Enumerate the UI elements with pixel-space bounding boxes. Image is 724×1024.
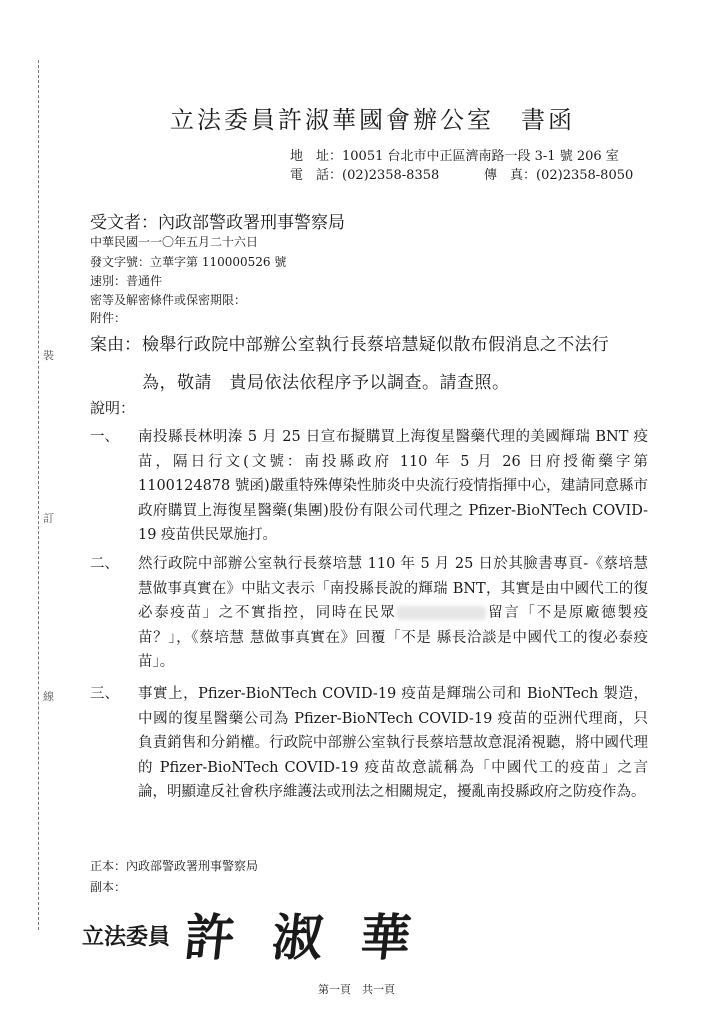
address-label: 地 址：: [290, 149, 343, 164]
primary-recipient: 正本：內政部警政署刑事警察局: [90, 859, 259, 873]
fax-label: 傳 真：: [484, 168, 537, 183]
paragraph-number: 二、: [90, 556, 119, 572]
binding-mark: 裝: [43, 349, 54, 362]
phone-label: 電 話：: [290, 168, 343, 183]
paragraph-text-part: 然行政院中部辦公室執行長蔡培慧 110 年 5 月 25 日於其臉書專頁-《蔡培慧 慧做事真實在》中貼文表示「南投縣長說的輝瑞 BNT，其實是由中國代工的復必泰疫苗」之不實指控，同時在民眾: [138, 556, 648, 621]
paragraph-number: 三、: [90, 686, 119, 702]
recipient: 受文者：內政部警政署刑事警察局: [90, 213, 345, 233]
page-footer: 第一頁 共一頁: [318, 983, 395, 996]
subject-label: 案由：: [90, 335, 141, 355]
paragraph-text-part: 留言「不是原廠德製疫苗？」，《蔡培慧 慧做事真實在》回覆「不是 縣長洽談是中國代工的復必泰疫苗」。: [138, 605, 649, 670]
signature-title: 立法委員: [82, 924, 171, 950]
redaction-blur: [396, 606, 486, 620]
paragraph-text: 事實上，Pfizer-BioNTech COVID-19 疫苗是輝瑞公司和 BioNTech 製造，中國的復星醫藥公司為 Pfizer-BioNTech COVID-19 疫苗的亞洲代理商，只負責銷售和分銷權。行政院中部辦公室執行長蔡培慧故意混淆視聽，將中國代理的 Pfizer-BioNTech COVID-19 疫苗故意謊稱為「中國代工的疫苗」之言論，明顯違反社會秩序維護法或刑法之相關規定，擾亂南投縣政府之防疫作為。: [138, 686, 648, 800]
subject-line: 為，敬請 貴局依法依程序予以調查。請查照。: [142, 373, 510, 393]
delivery-speed: 速別：普通件: [90, 274, 163, 288]
address-value: 10051 台北市中正區濟南路一段 3-1 號 206 室: [342, 149, 619, 164]
binding-mark: 訂: [43, 512, 54, 525]
issue-date: 中華民國一一〇年五月二十六日: [90, 235, 259, 249]
signature-name: 許淑華: [181, 908, 452, 967]
paragraph-number: 一、: [90, 429, 119, 445]
binding-line: [38, 60, 39, 930]
explanation-label: 說明：: [90, 399, 136, 417]
subject-line: 檢舉行政院中部辦公室執行長蔡培慧疑似散布假消息之不法行: [142, 335, 610, 355]
attachments: 附件：: [90, 311, 127, 325]
address-line: [290, 145, 619, 164]
phone-value: (02)2358-8358: [342, 168, 440, 183]
carbon-copy: 副本：: [90, 880, 127, 894]
fax-value: (02)2358-8050: [536, 168, 634, 183]
letter-title: 立法委員許淑華國會辦公室 書函: [170, 106, 575, 134]
paragraph-text: 南投縣長林明溱 5 月 25 日宣布擬購買上海復星醫藥代理的美國輝瑞 BNT 疫苗，隔日行文(文號：南投縣政府 110 年 5 月 26 日府授衛藥字第 1100124878 號函)嚴重特殊傳染性肺炎中央流行疫情指揮中心，建請同意縣市政府購買上海復星醫藥(集團)股份有限公司代理之 Pfizer-BioNTech COVID-19 疫苗供民眾施打。: [138, 429, 648, 543]
binding-mark: 線: [43, 690, 54, 703]
paragraph-text: [138, 552, 648, 675]
secrecy-level: 密等及解密條件或保密期限：: [90, 293, 247, 307]
phone-line: [290, 164, 439, 183]
fax-line: [484, 164, 633, 183]
document-number: 發文字號：立華字第 110000526 號: [90, 255, 287, 269]
